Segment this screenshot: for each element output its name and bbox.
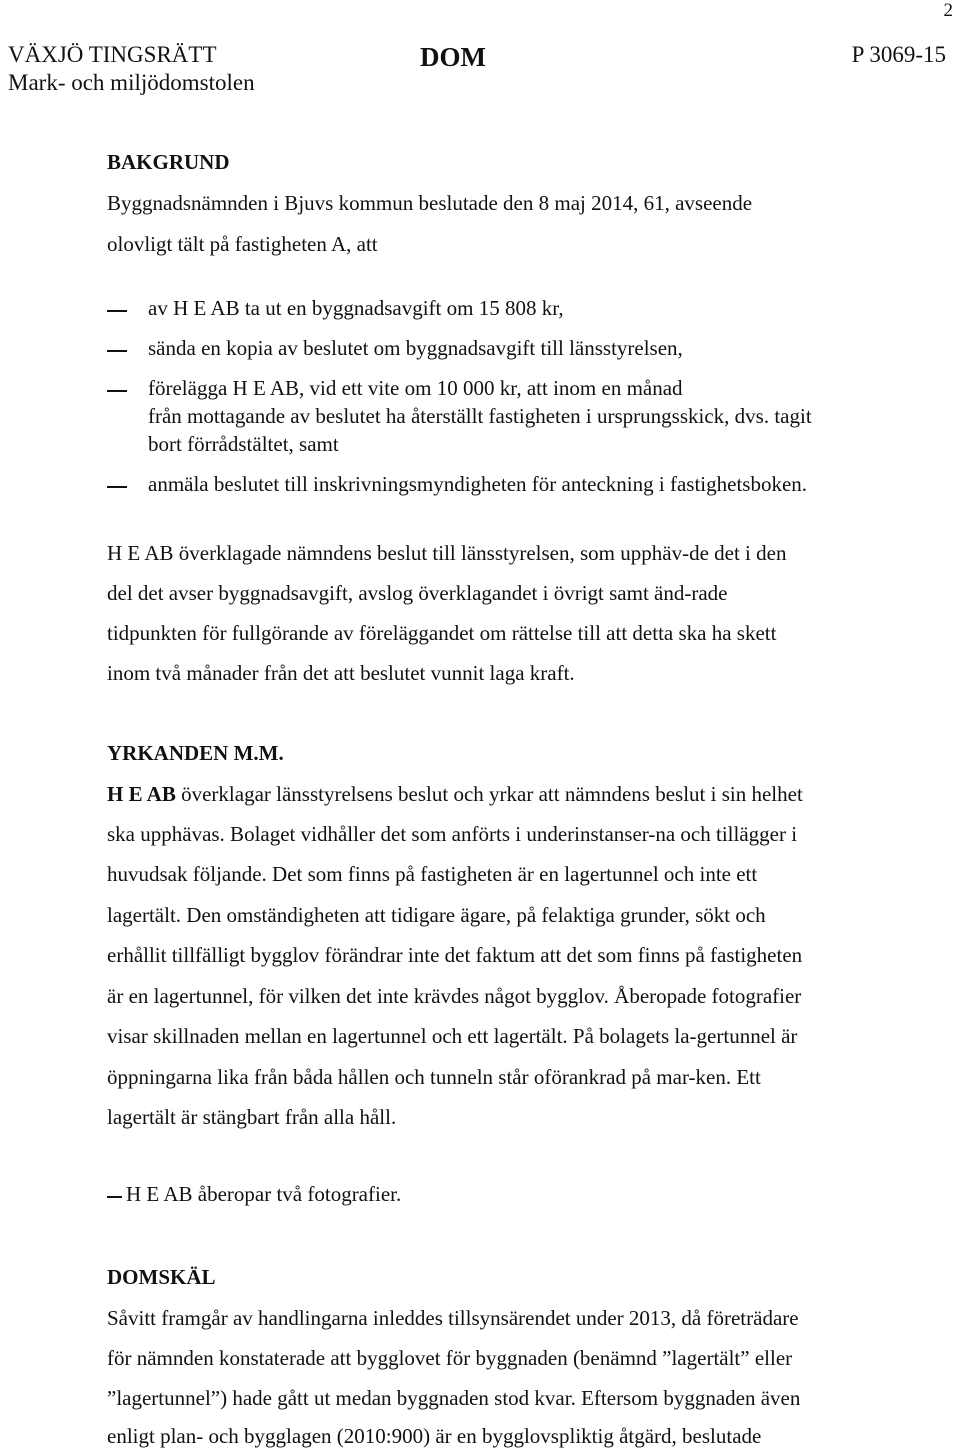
body-line: lagertält är stängbart från alla håll. xyxy=(107,1105,397,1129)
section-heading-domskal: DOMSKÄL xyxy=(107,1265,216,1289)
body-line: ”lagertunnel”) hade gått ut medan byggnaden stod kvar. Eftersom byggnaden även xyxy=(107,1386,801,1410)
body-line: del det avser byggnadsavgift, avslog överklagandet i övrigt samt änd-rade xyxy=(107,581,728,605)
body-line: för nämnden konstaterade att bygglovet för byggnaden (benämnd ”lagertält” eller xyxy=(107,1346,793,1370)
list-item-continuation: bort förrådstältet, samt xyxy=(148,432,339,456)
list-item: sända en kopia av beslutet om byggnadsavgift till länsstyrelsen, xyxy=(148,336,683,360)
body-line: öppningarna lika från båda hållen och tunneln står oförankrad på mar-ken. Ett xyxy=(107,1065,761,1089)
body-line: Såvitt framgår av handlingarna inleddes tillsynsärendet under 2013, då företrädare xyxy=(107,1306,799,1330)
section-heading-yrkanden: YRKANDEN M.M. xyxy=(107,741,284,765)
list-item: förelägga H E AB, vid ett vite om 10 000 kr, att inom en månad xyxy=(148,376,683,400)
section-heading-bakgrund: BAKGRUND xyxy=(107,150,230,174)
body-line: är en lagertunnel, för vilken det inte krävdes något bygglov. Åberopade fotografier xyxy=(107,984,802,1008)
court-name: VÄXJÖ TINGSRÄTT xyxy=(8,42,217,67)
list-item: anmäla beslutet till inskrivningsmyndigheten för anteckning i fastighetsboken. xyxy=(148,472,808,496)
body-line: tidpunkten för fullgörande av föreläggandet om rättelse till att detta ska ha skett xyxy=(107,621,777,645)
document-type: DOM xyxy=(420,42,486,72)
body-line: Byggnadsnämnden i Bjuvs kommun beslutade den 8 maj 2014, 61, avseende xyxy=(107,191,753,215)
body-line: H E AB överklagade nämndens beslut till länsstyrelsen, som upphäv-de det i den xyxy=(107,541,787,565)
body-line xyxy=(107,782,803,807)
court-department: Mark- och miljödomstolen xyxy=(8,70,255,95)
list-item-continuation: från mottagande av beslutet ha återställt fastigheten i ursprungsskick, dvs. tagit xyxy=(148,404,812,428)
dash-bullet xyxy=(107,350,127,352)
party-name: H E AB xyxy=(107,782,176,806)
dash-bullet xyxy=(107,390,127,392)
body-line: lagertält. Den omständigheten att tidigare ägare, på felaktiga grunder, sökt och xyxy=(107,903,766,927)
list-item: av H E AB ta ut en byggnadsavgift om 15 808 kr, xyxy=(148,296,564,320)
dash-bullet xyxy=(107,1196,122,1198)
case-number: P 3069-15 xyxy=(851,42,946,67)
dash-bullet xyxy=(107,310,127,312)
page-number: 2 xyxy=(943,0,953,21)
body-line: olovligt tält på fastigheten A, att xyxy=(107,232,378,256)
body-line: enligt plan- och bygglagen (2010:900) är en bygglovspliktig åtgärd, beslutade xyxy=(107,1424,762,1448)
body-line: visar skillnaden mellan en lagertunnel och ett lagertält. På bolagets la-gertunnel är xyxy=(107,1024,798,1048)
body-line: inom två månader från det att beslutet vunnit laga kraft. xyxy=(107,661,575,685)
body-line-rest: överklagar länsstyrelsens beslut och yrkar att nämndens beslut i sin helhet xyxy=(175,782,803,806)
body-line: erhållit tillfälligt bygglov förändrar inte det faktum att det som finns på fastigheten xyxy=(107,943,803,967)
body-line: ska upphävas. Bolaget vidhåller det som anförts i underinstanser-na och tillägger i xyxy=(107,822,798,846)
body-line: huvudsak följande. Det som finns på fastigheten är en lagertunnel och inte ett xyxy=(107,862,758,886)
evidence-line: H E AB åberopar två fotografier. xyxy=(126,1182,402,1206)
dash-bullet xyxy=(107,486,127,488)
